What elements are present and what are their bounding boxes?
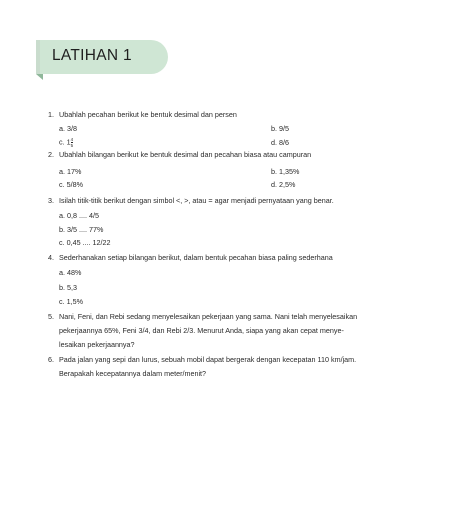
option-d: d. 2,5% <box>271 180 296 189</box>
option-a: a. 3/8 <box>59 124 77 133</box>
question-line: lesaikan pekerjaannya? <box>59 340 135 349</box>
mixed-fraction <box>71 137 74 148</box>
option-b: b. 1,35% <box>271 167 300 176</box>
question-number: 2. <box>48 150 54 159</box>
option-a: a. 48% <box>59 268 82 277</box>
option-c <box>59 137 73 148</box>
question-number: 5. <box>48 312 54 321</box>
option-b: b. 5,3 <box>59 283 77 292</box>
question-number: 3. <box>48 196 54 205</box>
section-title: LATIHAN 1 <box>52 47 132 64</box>
option-b: b. 3/5 .... 77% <box>59 225 104 234</box>
option-d: d. 8/6 <box>271 138 289 147</box>
question-text: Isilah titik-titik berikut dengan simbol <, >, atau = agar menjadi pernyataan yang benar. <box>59 196 334 205</box>
banner-tail <box>36 74 43 80</box>
option-a: a. 17% <box>59 167 82 176</box>
question-number: 6. <box>48 355 54 364</box>
option-c: c. 1,5% <box>59 297 83 306</box>
question-text: Sederhanakan setiap bilangan berikut, dalam bentuk pecahan biasa paling sederhana <box>59 253 333 262</box>
question-text: Ubahlah pecahan berikut ke bentuk desimal dan persen <box>59 110 237 119</box>
option-a: a. 0,8 .... 4/5 <box>59 211 99 220</box>
question-line: Berapakah kecepatannya dalam meter/menit? <box>59 369 207 378</box>
option-b: b. 9/5 <box>271 124 289 133</box>
option-c-prefix: c. 1 <box>59 137 71 147</box>
banner-stripe <box>36 40 40 74</box>
question-line: pekerjaannya 65%, Feni 3/4, dan Rebi 2/3. Menurut Anda, siapa yang akan cepat menye- <box>59 326 344 335</box>
question-line: Nani, Feni, dan Rebi sedang menyelesaikan pekerjaan yang sama. Nani telah menyelesaikan <box>59 312 358 321</box>
fraction-denominator: 5 <box>70 143 74 148</box>
option-c: c. 0,45 .... 12/22 <box>59 238 111 247</box>
fraction-numerator: 4 <box>70 137 74 142</box>
question-number: 4. <box>48 253 54 262</box>
question-text: Ubahlah bilangan berikut ke bentuk desimal dan pecahan biasa atau campuran <box>59 150 312 159</box>
question-line: Pada jalan yang sepi dan lurus, sebuah mobil dapat bergerak dengan kecepatan 110 km/jam. <box>59 355 357 364</box>
option-c: c. 5/8% <box>59 180 83 189</box>
question-number: 1. <box>48 110 54 119</box>
